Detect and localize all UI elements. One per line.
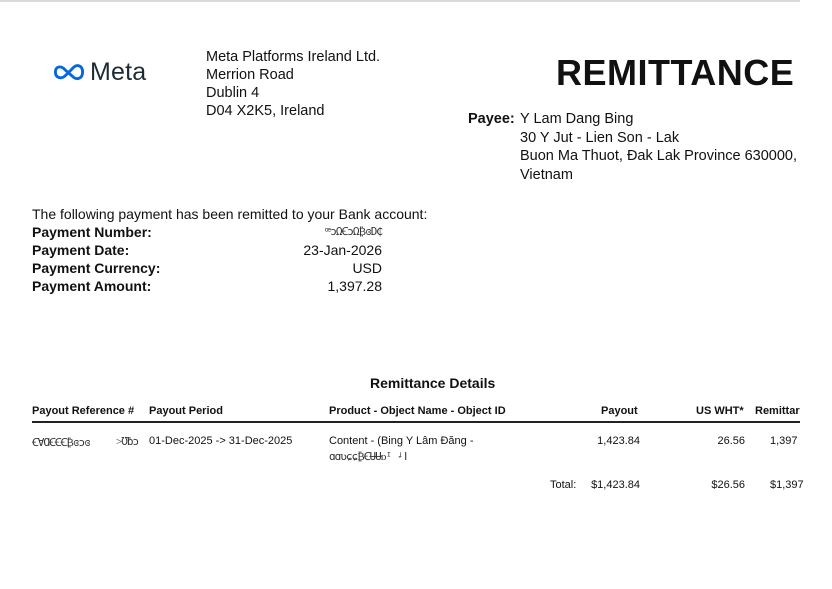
total-label: Total: xyxy=(550,479,577,491)
company-line: Dublin 4 xyxy=(206,85,260,101)
header-payout-period: Payout Period xyxy=(149,405,223,417)
row-payout-period: 01-Dec-2025 -> 31-Dec-2025 xyxy=(149,435,293,447)
payment-summary xyxy=(32,224,382,296)
payment-intro: The following payment has been remitted to your Bank account: xyxy=(32,206,428,222)
payee-line: Buon Ma Thuot, Đak Lak Province 630000, xyxy=(520,148,798,164)
payment-number-value: ꟹɔΩꞒɔΩ₿ɞD₵ xyxy=(324,225,382,238)
top-border xyxy=(0,0,800,2)
payment-row xyxy=(32,224,382,242)
company-line: Meta Platforms Ireland Ltd. xyxy=(206,49,381,65)
header-us-wht: US WHT* xyxy=(696,405,744,417)
company-line: D04 X2K5, Ireland xyxy=(206,103,325,119)
row-remittance: 1,397 xyxy=(770,435,798,447)
total-payout: $1,423.84 xyxy=(591,479,640,491)
payment-date-value: 23-Jan-2026 xyxy=(303,242,382,258)
header-remittance: Remittar xyxy=(755,405,800,417)
meta-logo xyxy=(52,57,146,87)
payment-date-label: Payment Date: xyxy=(32,242,130,258)
payment-row xyxy=(32,260,382,278)
payee-label: Payee: xyxy=(468,111,515,127)
row-us-wht: 26.56 xyxy=(717,435,745,447)
payee-line: Vietnam xyxy=(520,166,573,183)
header-rule xyxy=(32,421,800,423)
payment-amount-value: 1,397.28 xyxy=(327,278,382,294)
meta-infinity-icon xyxy=(52,62,86,82)
row-payout-reference-suffix: ˃Ʊƀɔ xyxy=(116,435,139,448)
logo-text: Meta xyxy=(90,57,147,86)
header-payout-reference: Payout Reference # xyxy=(32,405,135,417)
row-product-line1: Content - (Bing Y Lâm Đăng - xyxy=(329,435,474,447)
row-product-line2: ɑɑʋɕɕ₿ꞒɄɄᴅᴵ ᶨǀ xyxy=(329,450,408,463)
company-address xyxy=(206,48,380,120)
payment-currency-value: USD xyxy=(352,260,382,276)
payee-line: Y Lam Dang Bing xyxy=(520,111,634,127)
header-payout: Payout xyxy=(601,405,638,417)
payment-amount-label: Payment Amount: xyxy=(32,278,152,294)
company-line: Merrion Road xyxy=(206,67,294,83)
payee-line: 30 Y Jut - Lien Son - Lak xyxy=(520,129,680,146)
total-remittance: $1,397 xyxy=(770,479,804,491)
payment-row xyxy=(32,278,382,296)
payee-address xyxy=(520,110,797,184)
total-us-wht: $26.56 xyxy=(711,479,745,491)
payment-currency-label: Payment Currency: xyxy=(32,260,161,276)
header-product: Product - Object Name - Object ID xyxy=(329,405,506,417)
payment-number-label: Payment Number: xyxy=(32,224,152,240)
document-title: REMITTANCE xyxy=(556,52,795,93)
row-payout: 1,423.84 xyxy=(597,435,640,447)
payment-row xyxy=(32,242,382,260)
row-payout-reference: ꞒⱯⱭꞒꞒꞒ₿ɞɔɞ xyxy=(32,436,90,449)
remittance-details-title: Remittance Details xyxy=(370,375,496,391)
